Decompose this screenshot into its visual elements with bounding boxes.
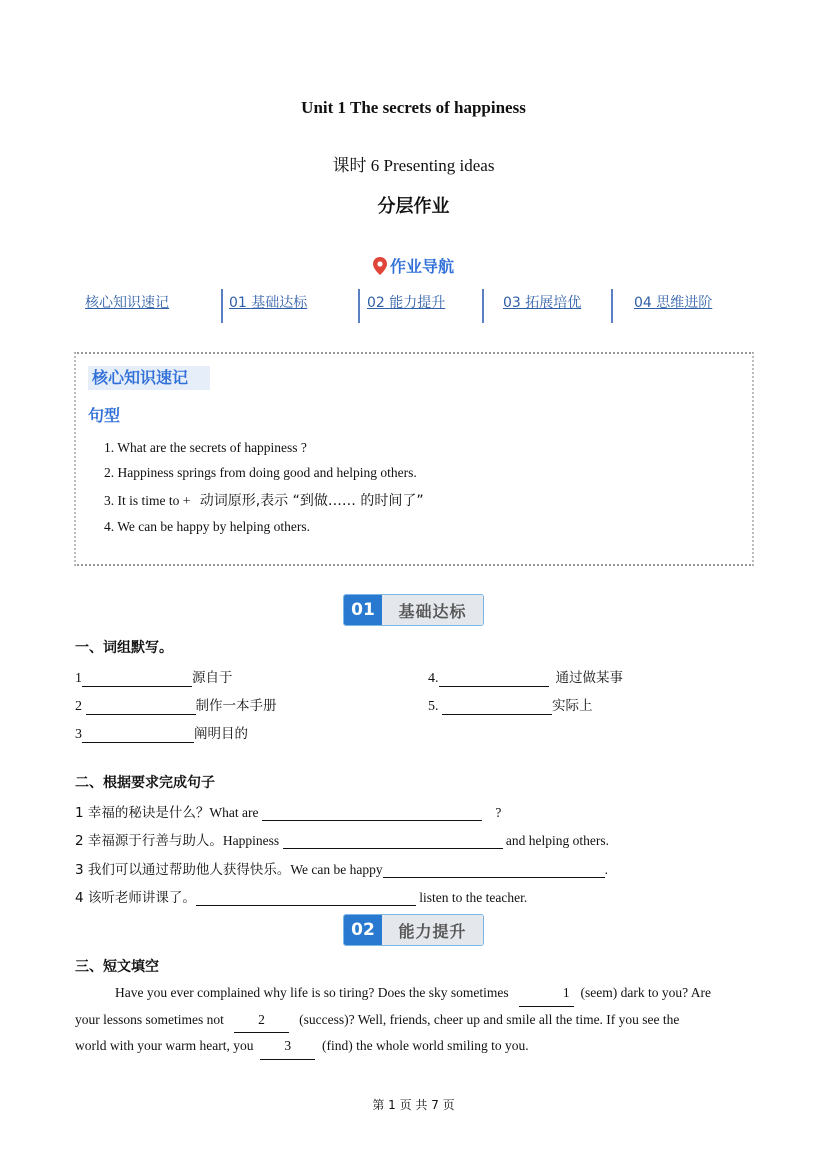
pattern-item-note: 动词原形,表示 “到做…… 的时间了”	[199, 493, 424, 509]
badge-number: 02	[344, 915, 382, 945]
cloze-text: (success)? Well, friends, cheer up and smile all the time. If you see the	[299, 1011, 680, 1027]
tab-extension[interactable]: 03 拓展培优	[503, 295, 582, 311]
tab-basic[interactable]: 01 基础达标	[229, 295, 308, 311]
cloze-text: your lessons sometimes not	[75, 1011, 224, 1027]
question-cn: 3 我们可以通过帮助他人获得快乐。	[75, 862, 291, 878]
answer-blank[interactable]	[383, 863, 605, 878]
pattern-item	[104, 490, 424, 510]
pattern-item-text: 3. It is time to +	[104, 493, 191, 508]
answer-blank[interactable]	[442, 700, 552, 715]
cloze-blank-3[interactable]: 3	[260, 1033, 315, 1060]
doc-title: Unit 1 The secrets of happiness	[301, 98, 526, 117]
section-badge-basic	[343, 594, 484, 626]
location-pin-icon	[373, 257, 387, 275]
sentence-question	[75, 829, 609, 849]
pattern-item: 1. What are the secrets of happiness ?	[104, 440, 307, 455]
item-number: 1	[75, 671, 82, 686]
layer-title: 分层作业	[377, 196, 450, 217]
answer-blank[interactable]	[82, 672, 192, 687]
item-text: 实际上	[552, 698, 593, 714]
question-cn: 1 幸福的秘诀是什么？	[75, 805, 210, 821]
tab-thinking[interactable]: 04 思维进阶	[634, 295, 713, 311]
sentence-pattern-label: 句型	[88, 406, 121, 425]
cloze-line	[75, 1007, 753, 1034]
nav-heading	[0, 254, 827, 277]
sentence-question	[75, 858, 608, 878]
cloze-line	[75, 980, 753, 1007]
question-cn: 2 幸福源于行善与助人。	[75, 833, 223, 849]
nav-tabs	[78, 289, 758, 323]
cloze-blank-1[interactable]: 1	[519, 980, 574, 1007]
question-end: ?	[495, 805, 502, 820]
tab-ability[interactable]: 02 能力提升	[367, 295, 446, 311]
question-en: We can be happy	[290, 862, 383, 877]
item-text: 通过做某事	[555, 670, 623, 686]
cloze-text: (seem) dark to you? Are	[580, 985, 711, 1000]
sentence-question	[75, 801, 501, 821]
tab-separator	[358, 289, 360, 323]
answer-blank[interactable]	[86, 700, 196, 715]
question-end: listen to the teacher.	[419, 890, 528, 905]
section-heading: 三、短文填空	[75, 959, 159, 975]
item-number: 5.	[428, 699, 439, 714]
item-number: 3	[75, 727, 82, 742]
pattern-item: 4. We can be happy by helping others.	[104, 519, 310, 534]
question-en: What are	[209, 805, 259, 820]
tab-core-knowledge[interactable]: 核心知识速记	[85, 295, 169, 311]
item-number: 4.	[428, 671, 439, 686]
badge-number: 01	[344, 595, 382, 625]
phrase-item	[428, 666, 623, 687]
tab-separator	[482, 289, 484, 323]
section-badge-ability	[343, 914, 484, 946]
sentence-question	[75, 886, 527, 906]
lesson-subtitle: 课时 6 Presenting ideas	[332, 156, 495, 175]
item-text: 源自于	[192, 670, 233, 686]
section-heading: 二、根据要求完成句子	[75, 775, 215, 791]
question-en: Happiness	[222, 833, 280, 848]
cloze-text: world with your warm heart, you	[75, 1038, 254, 1053]
cloze-text: Have you ever complained why life is so tiring? Does the sky sometimes	[115, 985, 509, 1000]
tab-separator	[221, 289, 223, 323]
nav-heading-label: 作业导航	[389, 257, 454, 276]
tab-separator	[611, 289, 613, 323]
question-end: and helping others.	[505, 833, 609, 848]
core-knowledge-title: 核心知识速记	[88, 366, 210, 390]
phrase-item	[75, 666, 233, 687]
section-heading: 一、词组默写。	[75, 640, 173, 656]
badge-label: 基础达标	[382, 595, 483, 625]
answer-blank[interactable]	[283, 834, 503, 849]
cloze-blank-2[interactable]: 2	[234, 1007, 289, 1034]
pattern-item: 2. Happiness springs from doing good and helping others.	[104, 465, 417, 480]
answer-blank[interactable]	[439, 672, 549, 687]
cloze-text: (find) the whole world smiling to you.	[321, 1038, 529, 1053]
badge-label: 能力提升	[382, 915, 483, 945]
answer-blank[interactable]	[196, 891, 416, 906]
answer-blank[interactable]	[82, 728, 194, 743]
cloze-paragraph	[75, 980, 753, 1060]
cloze-line	[75, 1033, 753, 1060]
item-text: 阐明目的	[194, 726, 248, 742]
answer-blank[interactable]	[262, 806, 482, 821]
phrase-item	[75, 694, 277, 715]
item-number: 2	[75, 699, 82, 714]
question-end: .	[604, 862, 609, 877]
phrase-item	[428, 694, 593, 715]
item-text: 制作一本手册	[195, 698, 277, 714]
question-cn: 4 该听老师讲课了。	[75, 890, 196, 906]
phrase-item	[75, 722, 248, 743]
page-footer: 第 1 页 共 7 页	[372, 1098, 455, 1112]
